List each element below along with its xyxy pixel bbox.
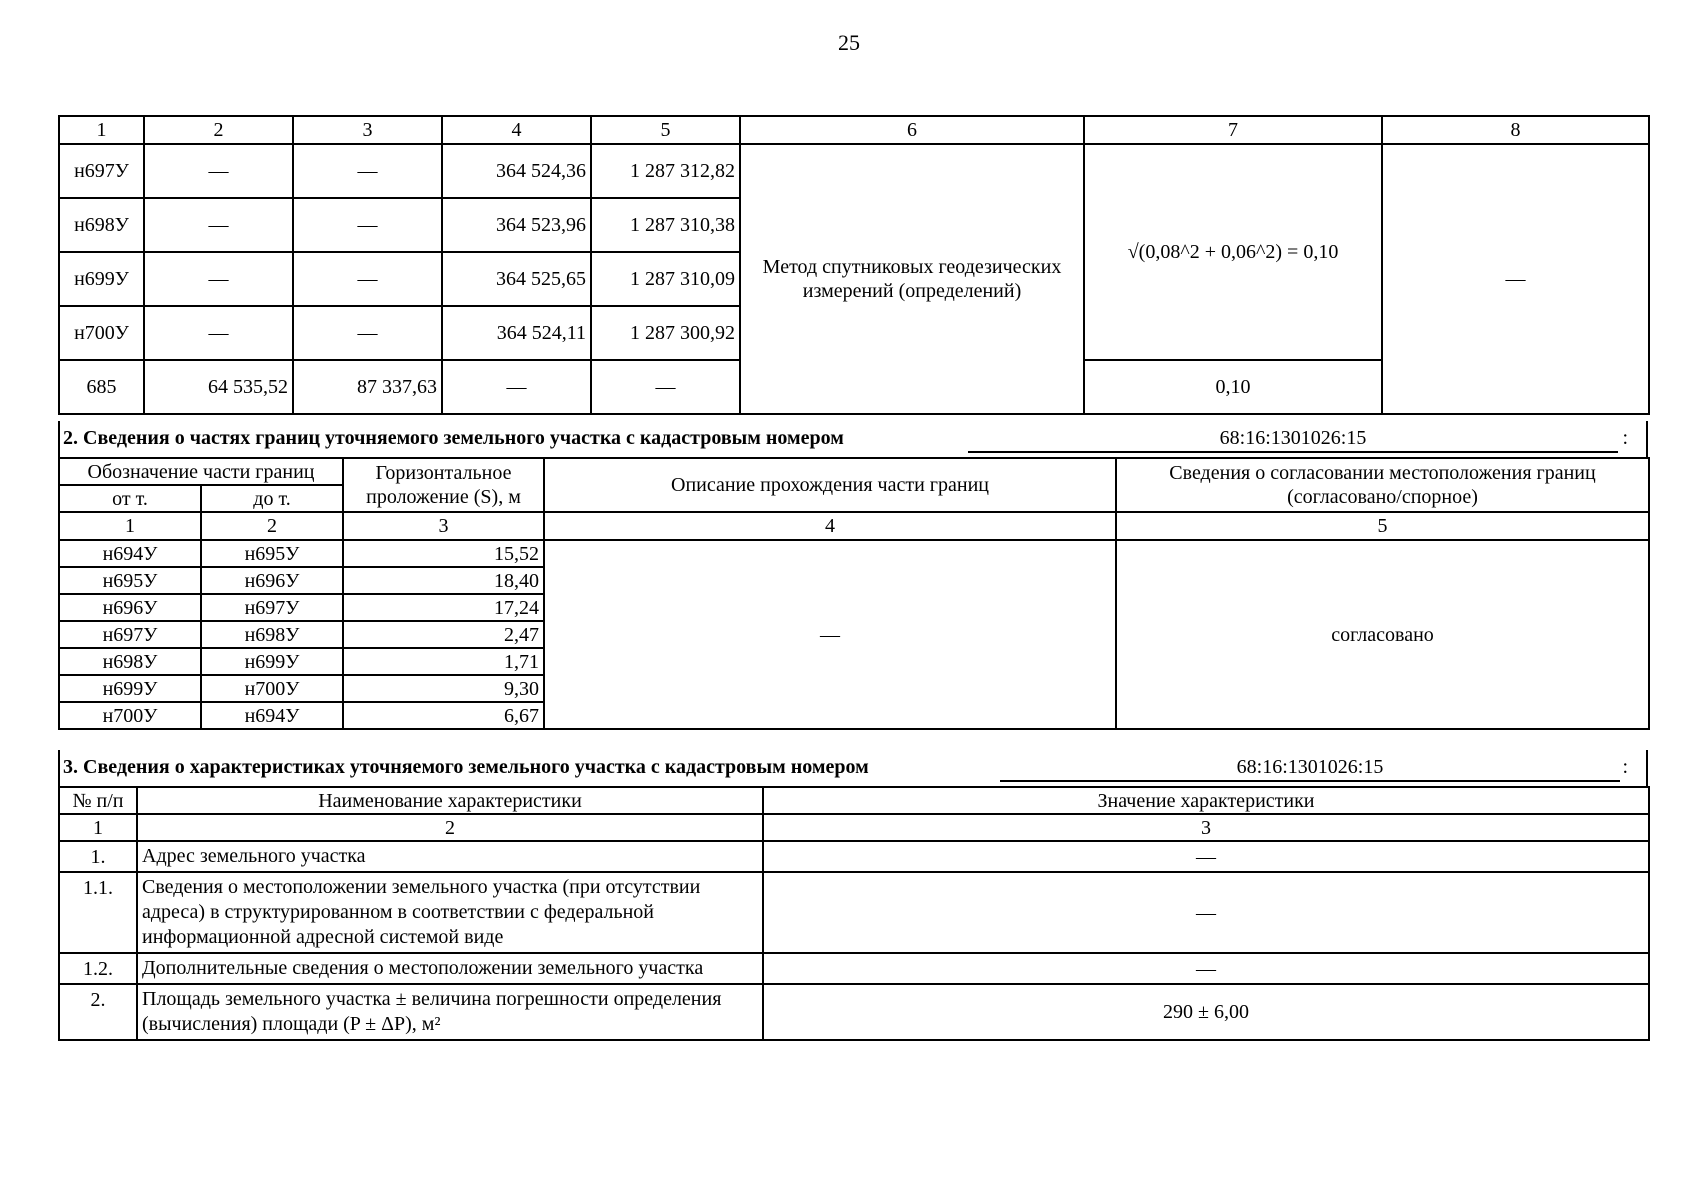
coord-x: — bbox=[442, 360, 591, 414]
cell: — bbox=[293, 306, 442, 360]
horizontal-distance: 9,30 bbox=[343, 675, 544, 702]
from-point: н694У bbox=[59, 540, 201, 567]
characteristic-value: — bbox=[763, 872, 1649, 953]
coord-x: 364 523,96 bbox=[442, 198, 591, 252]
column-index: 1 bbox=[59, 116, 144, 144]
column-index: 3 bbox=[343, 512, 544, 540]
column-index: 7 bbox=[1084, 116, 1382, 144]
column-index: 1 bbox=[59, 814, 137, 841]
coord-x: 364 525,65 bbox=[442, 252, 591, 306]
cell: 64 535,52 bbox=[144, 360, 293, 414]
to-point: н697У bbox=[201, 594, 343, 621]
to-point: н696У bbox=[201, 567, 343, 594]
column-index: 4 bbox=[442, 116, 591, 144]
from-header: от т. bbox=[59, 485, 201, 512]
from-point: н697У bbox=[59, 621, 201, 648]
coord-x: 364 524,36 bbox=[442, 144, 591, 198]
from-point: н698У bbox=[59, 648, 201, 675]
coord-y: 1 287 310,09 bbox=[591, 252, 740, 306]
horizontal-distance: 1,71 bbox=[343, 648, 544, 675]
from-point: н699У bbox=[59, 675, 201, 702]
to-point: н695У bbox=[201, 540, 343, 567]
cell: — bbox=[144, 306, 293, 360]
section-2-colon: : bbox=[1622, 427, 1628, 449]
column-index: 4 bbox=[544, 512, 1116, 540]
column-index: 6 bbox=[740, 116, 1084, 144]
cell: — bbox=[144, 198, 293, 252]
horizontal-distance: 17,24 bbox=[343, 594, 544, 621]
characteristic-value: — bbox=[763, 841, 1649, 872]
column-index: 5 bbox=[1116, 512, 1649, 540]
horizontal-header: Горизонтальное проложение (S), м bbox=[343, 458, 544, 512]
method-cell: Метод спутниковых геодезических измерений (определений) bbox=[740, 144, 1084, 414]
cell: — bbox=[144, 144, 293, 198]
name-header: Наименование характеристики bbox=[137, 787, 763, 814]
characteristic-value: 290 ± 6,00 bbox=[763, 984, 1649, 1040]
page-number: 25 bbox=[838, 30, 860, 55]
characteristic-name: Адрес земельного участка bbox=[137, 841, 763, 872]
table-row bbox=[59, 841, 1649, 872]
characteristic-name: Сведения о местоположении земельного участка (при отсутствии адреса) в структурированном в соответствии с федеральной информационной адресной системой виде bbox=[137, 872, 763, 953]
value-header: Значение характеристики bbox=[763, 787, 1649, 814]
from-point: н695У bbox=[59, 567, 201, 594]
table-row bbox=[59, 540, 1649, 567]
point-name: н697У bbox=[59, 144, 144, 198]
row-number: 1.1. bbox=[59, 872, 137, 953]
section-3-title-bar bbox=[58, 750, 1648, 786]
to-header: до т. bbox=[201, 485, 343, 512]
row-number: 1. bbox=[59, 841, 137, 872]
section-3-title: 3. Сведения о характеристиках уточняемого земельного участка с кадастровым номером bbox=[63, 756, 869, 778]
column-index: 2 bbox=[201, 512, 343, 540]
row-number: 1.2. bbox=[59, 953, 137, 984]
num-header: № п/п bbox=[59, 787, 137, 814]
from-point: н700У bbox=[59, 702, 201, 729]
column-index: 5 bbox=[591, 116, 740, 144]
section-3-cadastral-number: 68:16:1301026:15 bbox=[1000, 754, 1620, 782]
column-index: 1 bbox=[59, 512, 201, 540]
to-point: н699У bbox=[201, 648, 343, 675]
column-index: 2 bbox=[144, 116, 293, 144]
characteristic-name: Дополнительные сведения о местоположении земельного участка bbox=[137, 953, 763, 984]
to-point: н700У bbox=[201, 675, 343, 702]
table-row bbox=[59, 144, 1649, 198]
characteristic-name: Площадь земельного участка ± величина погрешности определения (вычисления) площади (P ± ΔP), м² bbox=[137, 984, 763, 1040]
column-8-value: — bbox=[1382, 144, 1649, 414]
column-index: 8 bbox=[1382, 116, 1649, 144]
horizontal-distance: 2,47 bbox=[343, 621, 544, 648]
accuracy-formula: √(0,08^2 + 0,06^2) = 0,10 bbox=[1084, 144, 1382, 360]
table-row bbox=[59, 953, 1649, 984]
column-index: 2 bbox=[137, 814, 763, 841]
section-2-title: 2. Сведения о частях границ уточняемого земельного участка с кадастровым номером bbox=[63, 427, 844, 449]
coord-y: 1 287 312,82 bbox=[591, 144, 740, 198]
characteristic-value: — bbox=[763, 953, 1649, 984]
row-number: 2. bbox=[59, 984, 137, 1040]
cell: — bbox=[293, 198, 442, 252]
agreement-value: согласовано bbox=[1116, 540, 1649, 729]
point-name: н699У bbox=[59, 252, 144, 306]
cell: — bbox=[144, 252, 293, 306]
cell: — bbox=[293, 252, 442, 306]
boundary-parts-table bbox=[58, 457, 1650, 730]
coord-y: 1 287 310,38 bbox=[591, 198, 740, 252]
column-index: 3 bbox=[293, 116, 442, 144]
coord-x: 364 524,11 bbox=[442, 306, 591, 360]
column-index: 3 bbox=[763, 814, 1649, 841]
point-name: 685 bbox=[59, 360, 144, 414]
horizontal-distance: 6,67 bbox=[343, 702, 544, 729]
table-row bbox=[59, 984, 1649, 1040]
cell: — bbox=[293, 144, 442, 198]
to-point: н698У bbox=[201, 621, 343, 648]
description-header: Описание прохождения части границ bbox=[544, 458, 1116, 512]
point-name: н700У bbox=[59, 306, 144, 360]
table-row bbox=[59, 872, 1649, 953]
horizontal-distance: 15,52 bbox=[343, 540, 544, 567]
coord-y: 1 287 300,92 bbox=[591, 306, 740, 360]
accuracy-value: 0,10 bbox=[1084, 360, 1382, 414]
agreement-header: Сведения о согласовании местоположения границ (согласовано/спорное) bbox=[1116, 458, 1649, 512]
description-value: — bbox=[544, 540, 1116, 729]
cell: 87 337,63 bbox=[293, 360, 442, 414]
coord-y: — bbox=[591, 360, 740, 414]
coordinates-table bbox=[58, 115, 1650, 415]
designation-header: Обозначение части границ bbox=[59, 458, 343, 485]
to-point: н694У bbox=[201, 702, 343, 729]
point-name: н698У bbox=[59, 198, 144, 252]
characteristics-table bbox=[58, 786, 1650, 1041]
section-2-cadastral-number: 68:16:1301026:15 bbox=[968, 425, 1618, 453]
section-2-title-bar bbox=[58, 421, 1648, 457]
section-3-colon: : bbox=[1622, 756, 1628, 778]
horizontal-distance: 18,40 bbox=[343, 567, 544, 594]
from-point: н696У bbox=[59, 594, 201, 621]
